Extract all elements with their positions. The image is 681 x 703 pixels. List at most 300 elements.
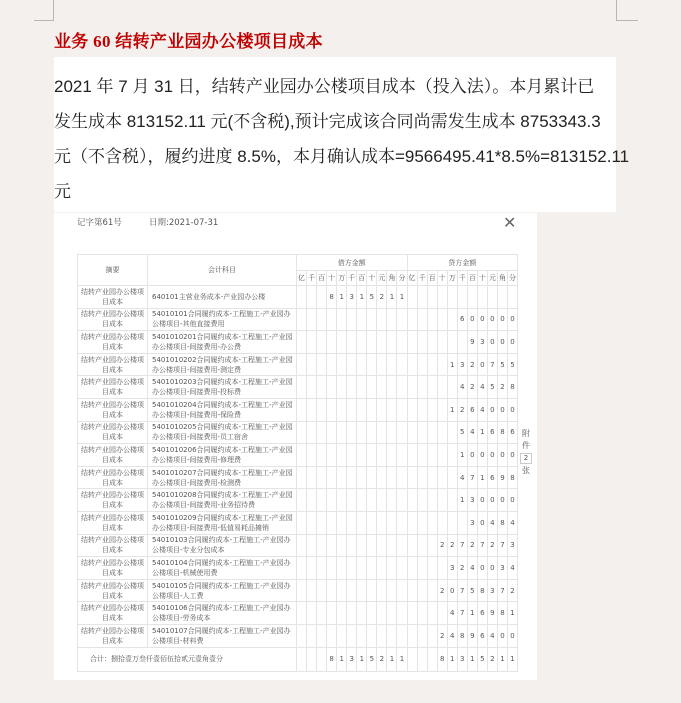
- amount-digit: [317, 286, 327, 309]
- amount-digit: [417, 376, 427, 399]
- amount-digit: 5: [487, 376, 497, 399]
- paragraph-line: 元: [54, 182, 71, 201]
- amount-digit: [427, 647, 437, 671]
- total-label: 合计：捌拾壹万叁仟壹佰伍拾贰元壹角壹分: [78, 647, 297, 671]
- attachment-unit: 张: [522, 466, 530, 475]
- amount-digit: [367, 308, 377, 331]
- amount-digit: [297, 353, 307, 376]
- voucher-number: 记字第61号: [77, 218, 122, 228]
- amount-digit: [397, 331, 407, 354]
- row-account: 54010107合同履约成本-工程施工-产业园办公楼项目-材料费: [148, 624, 297, 647]
- table-row[interactable]: [78, 421, 518, 444]
- header-account: 会计科目: [148, 255, 297, 286]
- amount-digit: [427, 466, 437, 489]
- amount-digit: [317, 579, 327, 602]
- amount-digit: 4: [467, 421, 477, 444]
- amount-digit: [367, 331, 377, 354]
- amount-digit: 0: [487, 444, 497, 467]
- amount-digit: [317, 398, 327, 421]
- amount-digit: 4: [447, 624, 457, 647]
- amount-digit: [377, 308, 387, 331]
- amount-digit: [397, 421, 407, 444]
- row-account: 5401010207合同履约成本-工程施工-产业园办公楼项目-间接费用-检测费: [148, 466, 297, 489]
- amount-digit: [297, 331, 307, 354]
- table-row[interactable]: [78, 331, 518, 354]
- paragraph-line: 2021 年 7 月 31 日，结转产业园办公楼项目成本（投入法）。本月累计已: [54, 77, 595, 96]
- amount-digit: 7: [487, 353, 497, 376]
- amount-digit: [387, 376, 397, 399]
- amount-digit: [347, 353, 357, 376]
- amount-digit: [377, 398, 387, 421]
- amount-digit: 3: [457, 647, 467, 671]
- amount-digit: [337, 444, 347, 467]
- header-unit: 十: [367, 271, 377, 286]
- amount-digit: [447, 444, 457, 467]
- amount-digit: [317, 308, 327, 331]
- amount-digit: [357, 398, 367, 421]
- amount-digit: 8: [497, 421, 507, 444]
- amount-digit: [427, 398, 437, 421]
- amount-digit: [387, 557, 397, 580]
- page-corner-mark: [616, 0, 638, 21]
- amount-digit: [307, 579, 317, 602]
- amount-digit: [437, 489, 447, 512]
- amount-digit: 2: [437, 534, 447, 557]
- amount-digit: [307, 331, 317, 354]
- amount-digit: 5: [367, 647, 377, 671]
- amount-digit: 1: [477, 466, 487, 489]
- amount-digit: [337, 602, 347, 625]
- amount-digit: [367, 579, 377, 602]
- header-unit: 千: [307, 271, 317, 286]
- table-row[interactable]: [78, 511, 518, 534]
- amount-digit: [397, 466, 407, 489]
- amount-digit: 0: [507, 308, 517, 331]
- amount-digit: 4: [487, 511, 497, 534]
- amount-digit: [427, 511, 437, 534]
- table-row[interactable]: [78, 353, 518, 376]
- amount-digit: [437, 376, 447, 399]
- row-summary: 结转产业园办公楼项目成本: [78, 624, 148, 647]
- amount-digit: [307, 444, 317, 467]
- page-corner-mark: [34, 0, 54, 21]
- amount-digit: 6: [487, 421, 497, 444]
- amount-digit: [457, 286, 467, 309]
- amount-digit: [327, 308, 337, 331]
- amount-digit: [417, 308, 427, 331]
- amount-digit: [297, 602, 307, 625]
- amount-digit: [297, 308, 307, 331]
- amount-digit: [307, 376, 317, 399]
- amount-digit: [317, 557, 327, 580]
- amount-digit: [357, 579, 367, 602]
- header-unit: 十: [477, 271, 487, 286]
- amount-digit: [397, 489, 407, 512]
- amount-digit: [317, 466, 327, 489]
- amount-digit: 7: [457, 579, 467, 602]
- amount-digit: [377, 353, 387, 376]
- attachment-count-input[interactable]: 2: [520, 453, 532, 464]
- amount-digit: [367, 421, 377, 444]
- amount-digit: [387, 534, 397, 557]
- row-account: 54010103合同履约成本-工程施工-产业园办公楼项目-专业分包成本: [148, 534, 297, 557]
- amount-digit: [367, 602, 377, 625]
- amount-digit: [347, 308, 357, 331]
- amount-digit: [367, 353, 377, 376]
- amount-digit: [307, 421, 317, 444]
- amount-digit: 4: [507, 511, 517, 534]
- amount-digit: [437, 331, 447, 354]
- section-title: 业务 60 结转产业园办公楼项目成本: [54, 32, 323, 51]
- amount-digit: 7: [467, 466, 477, 489]
- amount-digit: 0: [487, 557, 497, 580]
- row-account: 5401010209合同履约成本-工程施工-产业园办公楼项目-间接费用-低值易耗品摊销: [148, 511, 297, 534]
- amount-digit: [447, 511, 457, 534]
- amount-digit: [387, 308, 397, 331]
- amount-digit: [367, 466, 377, 489]
- row-account: 640101主营业务成本-产业园办公楼: [148, 286, 297, 309]
- amount-digit: 1: [447, 353, 457, 376]
- amount-digit: 3: [347, 286, 357, 309]
- amount-digit: 0: [477, 557, 487, 580]
- amount-digit: [417, 511, 427, 534]
- amount-digit: 7: [477, 534, 487, 557]
- amount-digit: 4: [487, 624, 497, 647]
- table-row[interactable]: [78, 557, 518, 580]
- amount-digit: [357, 534, 367, 557]
- amount-digit: 1: [507, 602, 517, 625]
- voucher-date: 日期:2021-07-31: [149, 218, 219, 228]
- amount-digit: 2: [467, 376, 477, 399]
- amount-digit: 2: [507, 579, 517, 602]
- amount-digit: [387, 489, 397, 512]
- amount-digit: [397, 602, 407, 625]
- amount-digit: 1: [507, 647, 517, 671]
- amount-digit: 2: [447, 534, 457, 557]
- amount-digit: 1: [467, 602, 477, 625]
- amount-digit: 8: [507, 466, 517, 489]
- amount-digit: 2: [377, 286, 387, 309]
- amount-digit: [397, 534, 407, 557]
- amount-digit: 4: [477, 398, 487, 421]
- amount-digit: [297, 579, 307, 602]
- amount-digit: [447, 376, 457, 399]
- header-summary: 摘要: [78, 255, 148, 286]
- header-unit: 千: [457, 271, 467, 286]
- voucher-table: [77, 254, 518, 672]
- header-unit: 十: [437, 271, 447, 286]
- amount-digit: 4: [477, 376, 487, 399]
- amount-digit: [377, 444, 387, 467]
- amount-digit: [427, 286, 437, 309]
- amount-digit: [417, 398, 427, 421]
- amount-digit: [387, 353, 397, 376]
- amount-digit: 9: [467, 624, 477, 647]
- row-summary: 结转产业园办公楼项目成本: [78, 557, 148, 580]
- amount-digit: [297, 421, 307, 444]
- amount-digit: [387, 602, 397, 625]
- table-row[interactable]: [78, 376, 518, 399]
- header-unit: 万: [447, 271, 457, 286]
- amount-digit: [297, 624, 307, 647]
- amount-digit: [417, 534, 427, 557]
- amount-digit: 7: [497, 579, 507, 602]
- attachment-label: 附件: [522, 429, 530, 450]
- amount-digit: [487, 286, 497, 309]
- amount-digit: [317, 444, 327, 467]
- amount-digit: 0: [487, 308, 497, 331]
- amount-digit: [407, 444, 417, 467]
- amount-digit: 0: [487, 331, 497, 354]
- row-summary: 结转产业园办公楼项目成本: [78, 534, 148, 557]
- amount-digit: [387, 624, 397, 647]
- amount-digit: [407, 647, 417, 671]
- header-unit: 百: [427, 271, 437, 286]
- amount-digit: 1: [337, 647, 347, 671]
- header-unit: 分: [507, 271, 517, 286]
- amount-digit: 0: [507, 489, 517, 512]
- amount-digit: 1: [457, 489, 467, 512]
- amount-digit: [387, 511, 397, 534]
- table-row[interactable]: [78, 466, 518, 489]
- amount-digit: 2: [377, 647, 387, 671]
- amount-digit: [387, 444, 397, 467]
- amount-digit: [357, 557, 367, 580]
- amount-digit: [327, 489, 337, 512]
- amount-digit: 1: [497, 647, 507, 671]
- amount-digit: [427, 602, 437, 625]
- amount-digit: [437, 398, 447, 421]
- amount-digit: [327, 602, 337, 625]
- row-summary: 结转产业园办公楼项目成本: [78, 353, 148, 376]
- amount-digit: [377, 331, 387, 354]
- amount-digit: [377, 421, 387, 444]
- amount-digit: [377, 557, 387, 580]
- amount-digit: 1: [357, 286, 367, 309]
- amount-digit: [317, 489, 327, 512]
- header-unit: 元: [487, 271, 497, 286]
- amount-digit: [407, 353, 417, 376]
- amount-digit: 5: [497, 353, 507, 376]
- amount-digit: 0: [487, 398, 497, 421]
- header-unit: 亿: [407, 271, 417, 286]
- amount-digit: [327, 557, 337, 580]
- amount-digit: 0: [467, 308, 477, 331]
- amount-digit: 0: [497, 308, 507, 331]
- amount-digit: 1: [387, 286, 397, 309]
- amount-digit: [447, 308, 457, 331]
- amount-digit: [427, 534, 437, 557]
- amount-digit: 6: [457, 308, 467, 331]
- amount-digit: [447, 489, 457, 512]
- row-summary: 结转产业园办公楼项目成本: [78, 331, 148, 354]
- amount-digit: [347, 534, 357, 557]
- amount-digit: [357, 624, 367, 647]
- amount-digit: [317, 421, 327, 444]
- table-row[interactable]: [78, 444, 518, 467]
- amount-digit: 3: [497, 557, 507, 580]
- amount-digit: [317, 511, 327, 534]
- amount-digit: [327, 421, 337, 444]
- header-unit: 百: [467, 271, 477, 286]
- amount-digit: [387, 398, 397, 421]
- amount-digit: [307, 647, 317, 671]
- header-unit: 千: [347, 271, 357, 286]
- row-summary: 结转产业园办公楼项目成本: [78, 308, 148, 331]
- amount-digit: 0: [477, 511, 487, 534]
- amount-digit: 2: [457, 557, 467, 580]
- amount-digit: [307, 353, 317, 376]
- row-account: 54010104合同履约成本-工程施工-产业园办公楼项目-机械使用费: [148, 557, 297, 580]
- amount-digit: [457, 511, 467, 534]
- amount-digit: [347, 466, 357, 489]
- amount-digit: 5: [457, 421, 467, 444]
- table-row[interactable]: [78, 308, 518, 331]
- row-summary: 结转产业园办公楼项目成本: [78, 398, 148, 421]
- amount-digit: [397, 444, 407, 467]
- amount-digit: 0: [467, 444, 477, 467]
- row-summary: 结转产业园办公楼项目成本: [78, 444, 148, 467]
- amount-digit: 0: [477, 353, 487, 376]
- amount-digit: [397, 624, 407, 647]
- amount-digit: [367, 444, 377, 467]
- amount-digit: [327, 331, 337, 354]
- total-row: [78, 647, 518, 671]
- amount-digit: [297, 557, 307, 580]
- amount-digit: [427, 376, 437, 399]
- amount-digit: [427, 557, 437, 580]
- amount-digit: 9: [487, 602, 497, 625]
- amount-digit: [337, 398, 347, 421]
- amount-digit: [437, 602, 447, 625]
- amount-digit: [317, 534, 327, 557]
- amount-digit: 7: [457, 602, 467, 625]
- amount-digit: [317, 353, 327, 376]
- amount-digit: [447, 466, 457, 489]
- amount-digit: [387, 579, 397, 602]
- amount-digit: [377, 489, 387, 512]
- amount-digit: [407, 602, 417, 625]
- amount-digit: 0: [497, 624, 507, 647]
- amount-digit: [347, 511, 357, 534]
- table-row[interactable]: [78, 489, 518, 512]
- row-summary: 结转产业园办公楼项目成本: [78, 489, 148, 512]
- row-account: 54010105合同履约成本-工程施工-产业园办公楼项目-人工费: [148, 579, 297, 602]
- row-account: 5401010206合同履约成本-工程施工-产业园办公楼项目-间接费用-修理费: [148, 444, 297, 467]
- amount-digit: [437, 286, 447, 309]
- close-icon[interactable]: ✕: [503, 213, 517, 232]
- row-account: 5401010204合同履约成本-工程施工-产业园办公楼项目-间接费用-保险费: [148, 398, 297, 421]
- amount-digit: 5: [507, 353, 517, 376]
- description-paragraph: [54, 57, 630, 212]
- amount-digit: 0: [497, 398, 507, 421]
- amount-digit: [327, 466, 337, 489]
- amount-digit: [317, 376, 327, 399]
- row-summary: 结转产业园办公楼项目成本: [78, 511, 148, 534]
- amount-digit: [497, 286, 507, 309]
- amount-digit: 4: [507, 557, 517, 580]
- amount-digit: [367, 511, 377, 534]
- amount-digit: [297, 376, 307, 399]
- amount-digit: [357, 376, 367, 399]
- amount-digit: 8: [327, 286, 337, 309]
- amount-digit: [347, 602, 357, 625]
- amount-digit: 1: [467, 647, 477, 671]
- amount-digit: [317, 331, 327, 354]
- amount-digit: 3: [347, 647, 357, 671]
- amount-digit: 0: [447, 579, 457, 602]
- amount-digit: 3: [457, 353, 467, 376]
- amount-digit: [427, 421, 437, 444]
- amount-digit: [407, 579, 417, 602]
- table-row[interactable]: [78, 624, 518, 647]
- amount-digit: [447, 421, 457, 444]
- amount-digit: [347, 624, 357, 647]
- amount-digit: [347, 376, 357, 399]
- amount-digit: [437, 466, 447, 489]
- amount-digit: [437, 421, 447, 444]
- amount-digit: 8: [497, 511, 507, 534]
- amount-digit: 6: [467, 398, 477, 421]
- table-row[interactable]: [78, 602, 518, 625]
- amount-digit: 3: [467, 489, 477, 512]
- amount-digit: 0: [507, 331, 517, 354]
- amount-digit: 4: [457, 466, 467, 489]
- amount-digit: [327, 534, 337, 557]
- amount-digit: [437, 557, 447, 580]
- amount-digit: 4: [467, 557, 477, 580]
- amount-digit: [367, 489, 377, 512]
- amount-digit: [417, 421, 427, 444]
- amount-digit: [377, 376, 387, 399]
- table-row[interactable]: [78, 579, 518, 602]
- amount-digit: [297, 489, 307, 512]
- amount-digit: [327, 353, 337, 376]
- row-account: 54010101合同履约成本-工程施工-产业园办公楼项目-其他直接费用: [148, 308, 297, 331]
- amount-digit: [457, 331, 467, 354]
- amount-digit: [347, 579, 357, 602]
- amount-digit: [367, 557, 377, 580]
- amount-digit: 1: [387, 647, 397, 671]
- amount-digit: [337, 511, 347, 534]
- amount-digit: [337, 331, 347, 354]
- amount-digit: [417, 579, 427, 602]
- amount-digit: [297, 444, 307, 467]
- amount-digit: [297, 534, 307, 557]
- header-unit: 万: [337, 271, 347, 286]
- amount-digit: [367, 376, 377, 399]
- amount-digit: [357, 308, 367, 331]
- amount-digit: [337, 579, 347, 602]
- header-unit: 百: [317, 271, 327, 286]
- table-row[interactable]: [78, 534, 518, 557]
- amount-digit: 0: [507, 398, 517, 421]
- amount-digit: [407, 331, 417, 354]
- amount-digit: [437, 444, 447, 467]
- amount-digit: [307, 624, 317, 647]
- amount-digit: 6: [477, 602, 487, 625]
- amount-digit: [337, 624, 347, 647]
- amount-digit: [397, 557, 407, 580]
- table-row[interactable]: [78, 398, 518, 421]
- table-row[interactable]: [78, 286, 518, 309]
- amount-digit: 8: [507, 376, 517, 399]
- amount-digit: [437, 511, 447, 534]
- amount-digit: 9: [497, 466, 507, 489]
- amount-digit: [417, 444, 427, 467]
- amount-digit: 0: [507, 624, 517, 647]
- amount-digit: 4: [457, 376, 467, 399]
